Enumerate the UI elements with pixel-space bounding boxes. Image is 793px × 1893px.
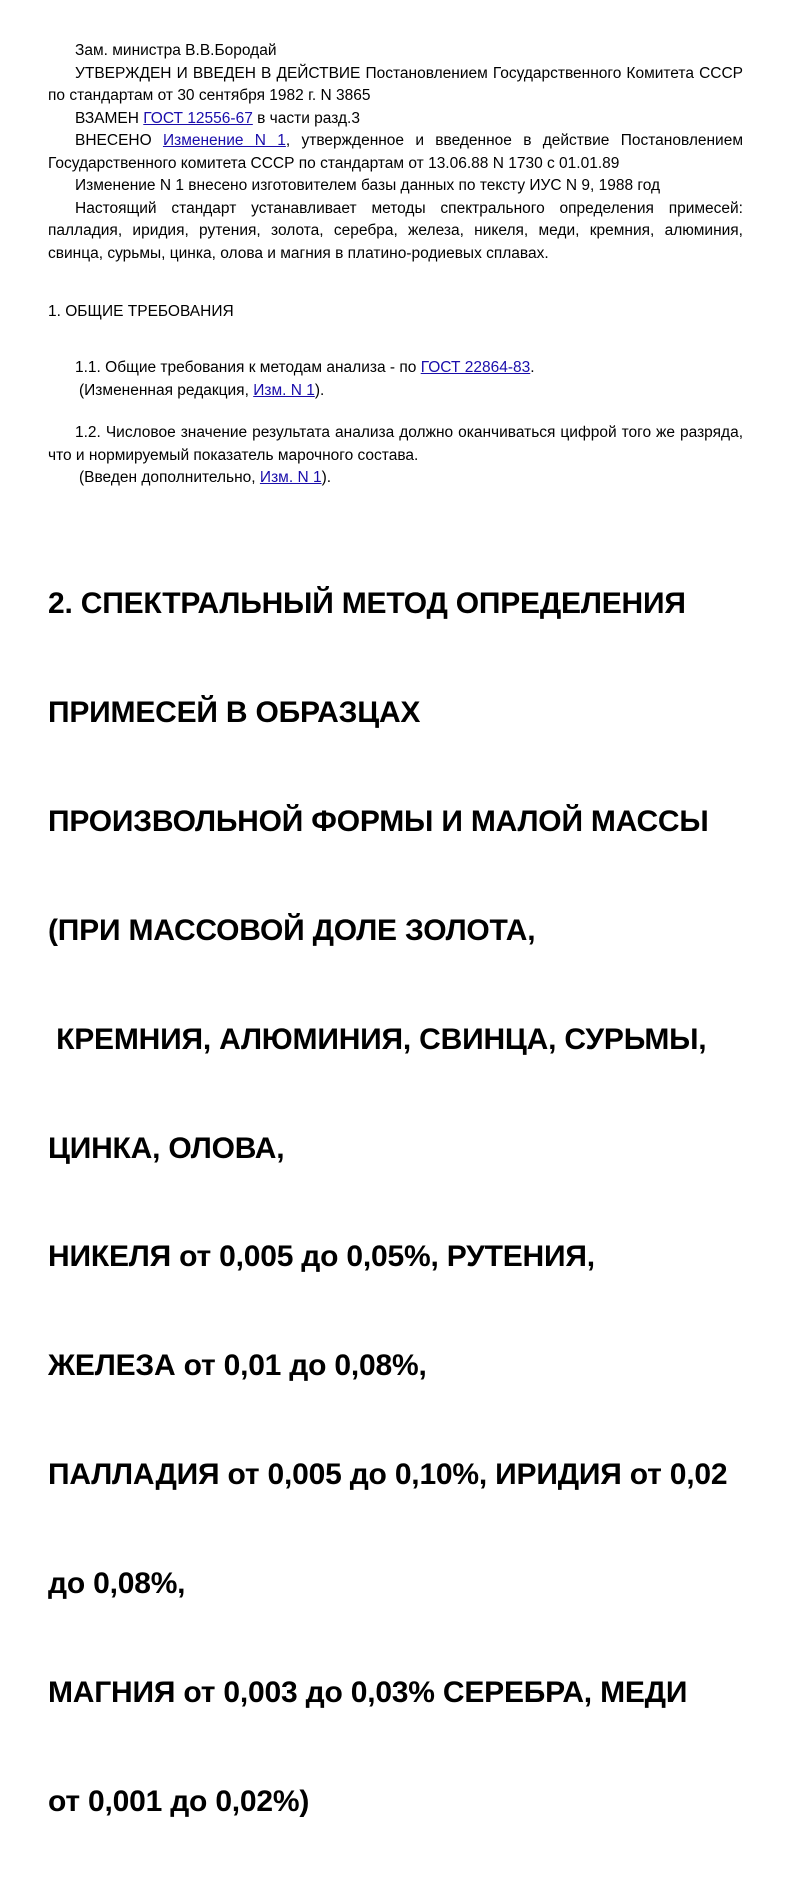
section-2-heading-line: НИКЕЛЯ от 0,005 до 0,05%, РУТЕНИЯ, [48, 1240, 595, 1274]
document-page [48, 40, 743, 1893]
gost-12556-67-link[interactable]: ГОСТ 12556-67 [143, 109, 253, 127]
approval-paragraph: УТВЕРЖДЕН И ВВЕДЕН В ДЕЙСТВИЕ Постановлением Государственного Комитета СССР по стандартам от 30 сентября 1982 г. N 3865 [48, 64, 743, 104]
introduced-suffix: , утвержденное и введенное в действие Постановлением Государственного комитета СССР по стандартам от 13.06.88 N 1730 с 01.01.89 [48, 132, 743, 172]
replaces-suffix: в части разд.3 [252, 109, 360, 127]
section-2-heading-line: ПАЛЛАДИЯ от 0,005 до 0,10%, ИРИДИЯ от 0,02 [48, 1458, 728, 1492]
scope-paragraph: Настоящий стандарт устанавливает методы спектрального определения примесей: палладия, иридия, рутения, золота, серебра, железа, никеля, меди, кремния, алюминия, свинца, сурьмы, цинка, олова и магния в платино-родиевых сплавах. [48, 199, 743, 262]
section-2-heading-line: ПРОИЗВОЛЬНОЙ ФОРМЫ И МАЛОЙ МАССЫ [48, 804, 709, 838]
section-2-heading-line: 2. СПЕКТРАЛЬНЫЙ МЕТОД ОПРЕДЕЛЕНИЯ [48, 587, 686, 621]
requirement-1-1-suffix: . [530, 359, 535, 376]
note-2-prefix: (Введен дополнительно, [79, 469, 260, 486]
section-2-heading-line: ЦИНКА, ОЛОВА, [48, 1131, 285, 1165]
section-2-heading-line: ЖЕЛЕЗА от 0,01 до 0,08%, [48, 1349, 427, 1383]
amendment-1-link[interactable]: Изменение N 1 [162, 132, 286, 149]
introduced-prefix: ВНЕСЕНО [75, 132, 163, 149]
section-2-heading-line: МАГНИЯ от 0,003 до 0,03% СЕРЕБРА, МЕДИ [48, 1676, 688, 1709]
section-2-heading-line: ПРИМЕСЕЙ В ОБРАЗЦАХ [48, 695, 421, 729]
amendment-link-note-1[interactable]: Изм. N 1 [253, 381, 315, 399]
section-2-heading-line: от 0,001 до 0,02%) [48, 1784, 310, 1818]
requirement-1-2-note [48, 467, 743, 490]
section-2-heading [48, 514, 743, 1893]
replaces-paragraph [48, 108, 743, 131]
section-2-heading-line: до 0,08%, [48, 1567, 186, 1601]
section-2-heading-line: (ПРИ МАССОВОЙ ДОЛЕ ЗОЛОТА, [48, 913, 536, 947]
note-2-suffix: ). [321, 469, 332, 486]
note-1-prefix: (Измененная редакция, [79, 381, 254, 399]
replaces-prefix: ВЗАМЕН [75, 109, 144, 127]
deputy-minister-line: Зам. министра В.В.Бородай [75, 42, 277, 59]
introduced-paragraph [48, 130, 743, 175]
requirement-1-2: 1.2. Числовое значение результата анализа должно оканчиваться цифрой того же разряда, что и нормируемый показатель марочного состава. [48, 424, 743, 464]
requirement-1-1-text: 1.1. Общие требования к методам анализа - по [75, 359, 421, 376]
requirement-1-1-note [48, 380, 743, 403]
gost-22864-83-link[interactable]: ГОСТ 22864-83 [420, 359, 531, 376]
requirement-1-1 [48, 357, 743, 380]
section-2-heading-line: КРЕМНИЯ, АЛЮМИНИЯ, СВИНЦА, СУРЬМЫ, [48, 1022, 707, 1056]
note-1-suffix: ). [314, 381, 325, 399]
amendment-link-note-2[interactable]: Изм. N 1 [259, 469, 322, 486]
amendment-note-paragraph: Изменение N 1 внесено изготовителем базы данных по тексту ИУС N 9, 1988 год [75, 177, 661, 194]
section-1-heading: 1. ОБЩИЕ ТРЕБОВАНИЯ [48, 303, 234, 320]
